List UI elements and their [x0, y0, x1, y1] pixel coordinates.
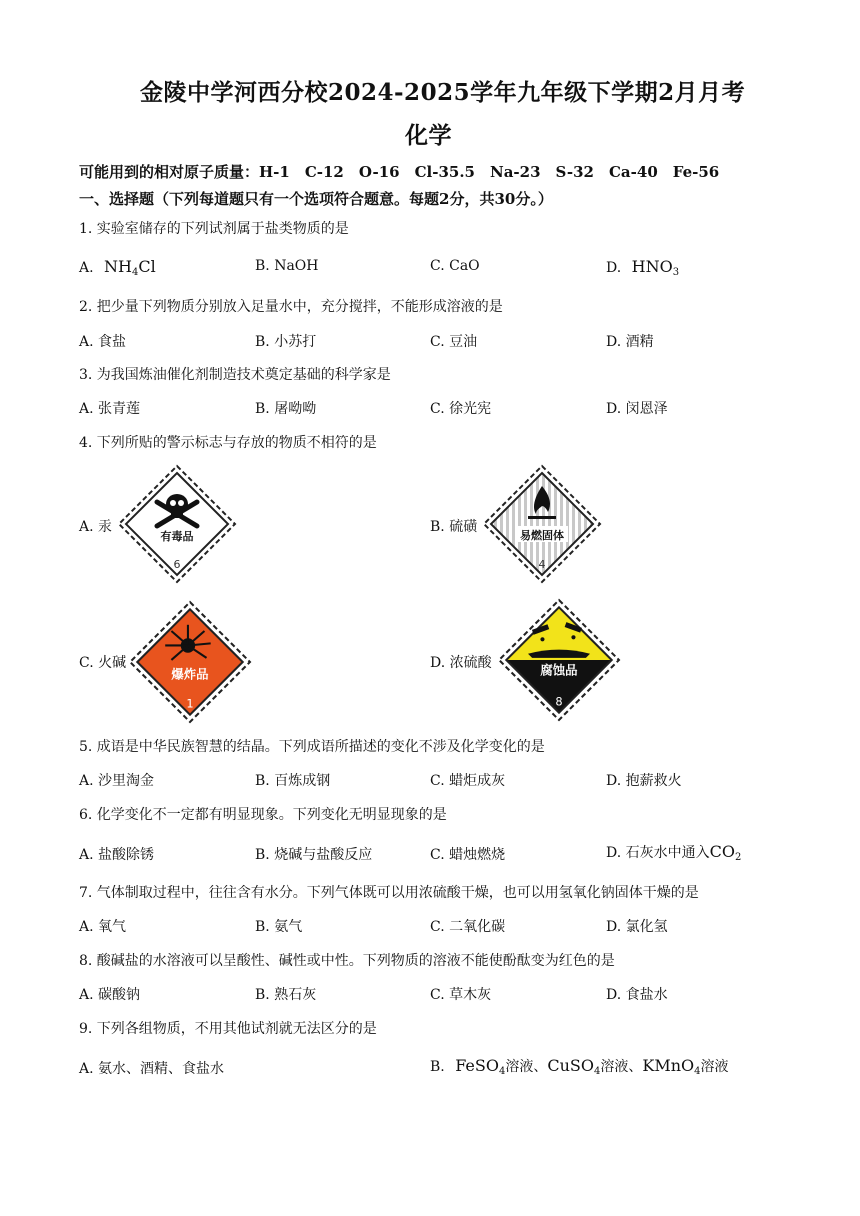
sign-class-number: 4 — [538, 558, 546, 571]
q1-option-b: B. NaOH — [255, 258, 319, 274]
formula — [547, 1056, 600, 1075]
formula-base: CuSO — [547, 1056, 594, 1075]
q1-option-a — [79, 257, 156, 278]
section-heading: 一、选择题（下列每道题只有一个选项符合题意。每题2分，共30分。） — [79, 190, 553, 208]
q6-option-a: A. 盐酸除锈 — [79, 847, 155, 863]
q3-option-c: C. 徐光宪 — [430, 401, 492, 417]
q6-option-c: C. 蜡烛燃烧 — [430, 847, 506, 863]
corrosive-hazard-sign — [497, 598, 621, 722]
q9-option-a: A. 氨水、酒精、食盐水 — [79, 1061, 225, 1077]
formula-base: CO — [709, 842, 735, 861]
formula-sub: 4 — [593, 1066, 601, 1077]
subject-title: 化学 — [405, 122, 452, 149]
q4-option-a: A. 汞 — [79, 519, 113, 535]
exam-title: 金陵中学河西分校2024-2025学年九年级下学期2月月考 — [140, 79, 746, 106]
sign-class-number: 8 — [555, 694, 563, 709]
q3-option-a: A. 张青莲 — [79, 401, 141, 417]
question-4: 4. 下列所贴的警示标志与存放的物质不相符的是 — [79, 435, 377, 451]
formula — [104, 257, 156, 276]
q1-option-d — [606, 257, 679, 278]
q8-option-c: C. 草木灰 — [430, 987, 492, 1003]
formula-sub: 4 — [498, 1066, 506, 1077]
q6-option-b: B. 烧碱与盐酸反应 — [255, 847, 373, 863]
question-7: 7. 气体制取过程中，往往含有水分。下列气体既可以用浓硫酸干燥，也可以用氢氧化钠固体干燥的是 — [79, 885, 699, 901]
formula-base: FeSO — [455, 1056, 499, 1075]
formula-sub: 4 — [131, 267, 139, 278]
q2-option-d: D. 酒精 — [606, 334, 654, 350]
q1-option-c: C. CaO — [430, 258, 480, 274]
q4-option-d: D. 浓硫酸 — [430, 655, 492, 671]
q5-option-c: C. 蜡炬成灰 — [430, 773, 506, 789]
sign-class-number: 1 — [186, 696, 194, 711]
question-1: 1. 实验室储存的下列试剂属于盐类物质的是 — [79, 221, 349, 237]
option-text: 溶液、 — [505, 1059, 548, 1075]
q7-option-b: B. 氨气 — [255, 919, 303, 935]
q9-option-b — [430, 1056, 729, 1077]
q2-option-b: B. 小苏打 — [255, 334, 317, 350]
question-3: 3. 为我国炼油催化剂制造技术奠定基础的科学家是 — [79, 367, 391, 383]
option-text: 溶液、 — [600, 1059, 643, 1075]
question-9: 9. 下列各组物质，不用其他试剂就无法区分的是 — [79, 1021, 377, 1037]
q2-option-a: A. 食盐 — [79, 334, 127, 350]
q3-option-d: D. 闵恩泽 — [606, 401, 668, 417]
question-5: 5. 成语是中华民族智慧的结晶。下列成语所描述的变化不涉及化学变化的是 — [79, 739, 545, 755]
formula-base: NH — [104, 257, 132, 276]
option-letter: D. — [606, 260, 622, 276]
q6-option-d — [606, 842, 741, 863]
option-letter: A. — [79, 260, 94, 276]
q4-option-b: B. 硫磺 — [430, 519, 478, 535]
formula-sub: 3 — [672, 267, 680, 278]
question-8: 8. 酸碱盐的水溶液可以呈酸性、碱性或中性。下列物质的溶液不能使酚酞变为红色的是 — [79, 953, 615, 969]
formula — [455, 1056, 505, 1075]
sign-label: 有毒品 — [160, 530, 194, 543]
q7-option-a: A. 氧气 — [79, 919, 127, 935]
q8-option-a: A. 碳酸钠 — [79, 987, 141, 1003]
q7-option-c: C. 二氧化碳 — [430, 919, 506, 935]
q8-option-d: D. 食盐水 — [606, 987, 668, 1003]
formula-base: KMnO — [642, 1056, 695, 1075]
q3-option-b: B. 屠呦呦 — [255, 401, 317, 417]
q5-option-d: D. 抱薪救火 — [606, 773, 682, 789]
option-text: 溶液 — [700, 1059, 729, 1075]
q7-option-d: D. 氯化氢 — [606, 919, 668, 935]
sign-label: 易燃固体 — [520, 529, 564, 542]
flammable-solid-sign — [482, 464, 602, 584]
q5-option-b: B. 百炼成钢 — [255, 773, 331, 789]
formula-sub: 4 — [694, 1066, 701, 1077]
explosive-hazard-sign — [128, 600, 252, 724]
q2-option-c: C. 豆油 — [430, 334, 478, 350]
formula — [642, 1056, 700, 1075]
formula-sub: 2 — [735, 852, 742, 863]
question-2: 2. 把少量下列物质分别放入足量水中，充分搅拌，不能形成溶液的是 — [79, 299, 503, 315]
q5-option-a: A. 沙里淘金 — [79, 773, 155, 789]
toxic-hazard-sign — [117, 464, 237, 584]
question-6: 6. 化学变化不一定都有明显现象。下列变化无明显现象的是 — [79, 807, 447, 823]
sign-class-number: 6 — [173, 558, 181, 571]
formula-base: HNO — [631, 257, 673, 276]
atomic-masses: 可能用到的相对原子质量：H-1 C-12 O-16 Cl-35.5 Na-23 S-32 Ca-40 Fe-56 — [79, 163, 720, 181]
formula — [710, 842, 742, 861]
q8-option-b: B. 熟石灰 — [255, 987, 317, 1003]
formula-tail: Cl — [138, 257, 156, 276]
q4-option-c: C. 火碱 — [79, 655, 127, 671]
sign-label: 腐蚀品 — [540, 662, 578, 678]
option-letter: B. — [430, 1059, 445, 1075]
sign-label: 爆炸品 — [171, 666, 209, 682]
option-text: D. 石灰水中通入 — [606, 845, 710, 861]
formula — [632, 257, 679, 276]
